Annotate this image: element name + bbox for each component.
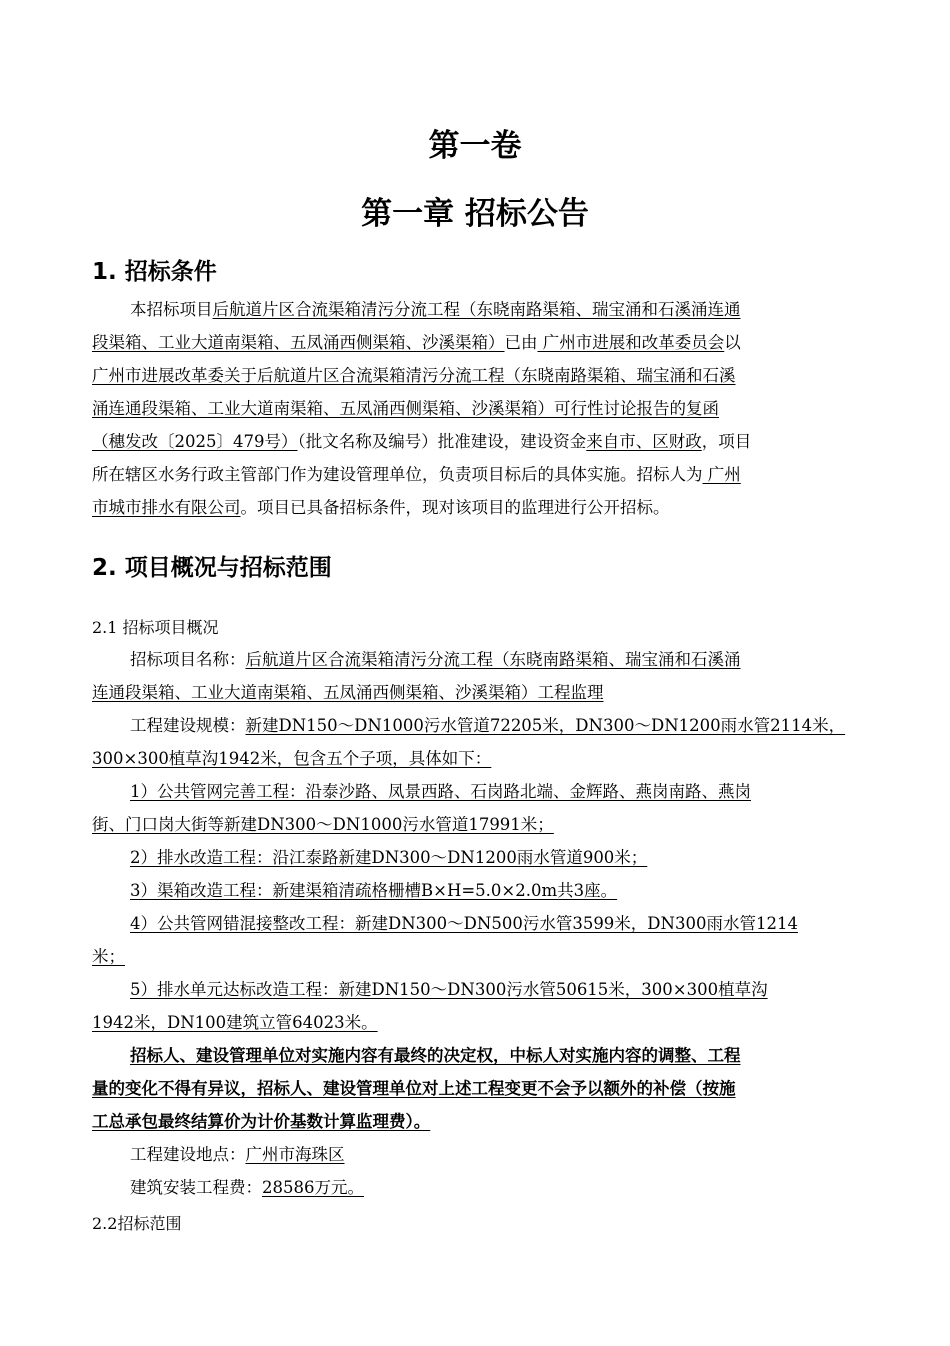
approval-number: （穗发改〔2025〕479号） <box>92 432 298 451</box>
text: 已由 <box>504 333 538 352</box>
section-1-heading: 1. 招标条件 <box>92 259 217 285</box>
bold-notice-line <box>130 1039 741 1072</box>
project-name: 连通段渠箱、工业大道南渠箱、五凤涌西侧渠箱、沙溪渠箱）工程监理 <box>92 683 604 702</box>
cost-value: 28586万元。 <box>262 1178 364 1197</box>
chapter-title: 第一章 招标公告 <box>361 196 589 232</box>
item-text: 2）排水改造工程：沿江泰路新建DN300～DN1200雨水管道900米； <box>130 848 648 867</box>
location-value: 广州市海珠区 <box>245 1145 345 1164</box>
paragraph-line <box>92 392 719 425</box>
notice-text: 招标人、建设管理单位对实施内容有最终的决定权，中标人对实施内容的调整、工程 <box>130 1046 741 1065</box>
item-text: 3）渠箱改造工程：新建渠箱清疏格栅槽B×H=5.0×2.0m共3座。 <box>130 881 618 900</box>
project-name: 后航道片区合流渠箱清污分流工程（东晓南路渠箱、瑞宝涌和石溪涌连通 <box>212 300 741 319</box>
bold-notice-line <box>92 1105 430 1138</box>
item-text: 5）排水单元达标改造工程：新建DN150～DN300污水管50615米，300×300植草沟 <box>130 980 768 999</box>
list-item <box>130 874 617 907</box>
project-name: 段渠箱、工业大道南渠箱、五凤涌西侧渠箱、沙溪渠箱） <box>92 333 505 352</box>
text: （批文名称及编号）批准建设，建设资金 <box>297 432 587 451</box>
list-item <box>130 973 768 1006</box>
list-item <box>130 907 798 940</box>
list-item <box>92 808 554 841</box>
project-name: 后航道片区合流渠箱清污分流工程（东晓南路渠箱、瑞宝涌和石溪涌 <box>245 650 741 669</box>
item-text: 1）公共管网完善工程：沿泰沙路、凤景西路、石岗路北端、金辉路、燕岗南路、燕岗 <box>130 782 751 801</box>
volume-title: 第一卷 <box>428 128 522 164</box>
construction-scale: 新建DN150～DN1000污水管道72205米，DN300～DN1200雨水管2114米， <box>245 716 846 735</box>
list-item <box>130 841 647 874</box>
item-text: 4）公共管网错混接整改工程：新建DN300～DN500污水管3599米，DN300雨水管1214 <box>130 914 798 933</box>
text: 本招标项目 <box>130 300 213 319</box>
approval-document: 广州市进展改革委关于后航道片区合流渠箱清污分流工程（东晓南路渠箱、瑞宝涌和石溪 <box>92 366 736 385</box>
paragraph-line <box>92 676 604 709</box>
notice-text: 量的变化不得有异议，招标人、建设管理单位对上述工程变更不会予以额外的补偿（按施 <box>92 1079 736 1098</box>
text: 。项目已具备招标条件，现对该项目的监理进行公开招标。 <box>240 498 670 517</box>
subsection-2-1-heading: 2.1 招标项目概况 <box>92 618 219 637</box>
tenderer-name: 市城市排水有限公司 <box>92 498 241 517</box>
construction-scale: 300×300植草沟1942米，包含五个子项，具体如下： <box>92 749 492 768</box>
approval-document: 涌连通段渠箱、工业大道南渠箱、五凤涌西侧渠箱、沙溪渠箱）可行性讨论报告的复函 <box>92 399 719 418</box>
text: 以 <box>724 333 741 352</box>
paragraph-line <box>92 491 670 524</box>
paragraph-line <box>92 742 491 775</box>
paragraph-line <box>92 458 741 491</box>
list-item <box>92 1006 378 1039</box>
approval-authority: 广州市进展和改革委员会 <box>537 333 725 352</box>
paragraph-line <box>130 293 741 326</box>
paragraph-line <box>130 709 845 742</box>
notice-text: 工总承包最终结算价为计价基数计算监理费）。 <box>92 1112 431 1131</box>
label: 工程建设地点： <box>130 1145 246 1164</box>
subsection-2-2-heading: 2.2招标范围 <box>92 1214 182 1233</box>
label: 招标项目名称： <box>130 650 246 669</box>
text: 所在辖区水务行政主管部门作为建设管理单位，负责项目标后的具体实施。招标人为 <box>92 465 703 484</box>
label: 建筑安装工程费： <box>130 1178 262 1197</box>
paragraph-line <box>92 359 736 392</box>
paragraph-line <box>130 1171 364 1204</box>
item-text: 街、门口岗大街等新建DN300～DN1000污水管道17991米； <box>92 815 554 834</box>
paragraph-line <box>92 326 741 359</box>
item-text: 1942米，DN100建筑立管64023米。 <box>92 1013 378 1032</box>
item-text: 米； <box>92 947 125 966</box>
list-item <box>92 940 125 973</box>
section-2-heading: 2. 项目概况与招标范围 <box>92 555 332 581</box>
label: 工程建设规模： <box>130 716 246 735</box>
paragraph-line <box>130 643 741 676</box>
paragraph-line <box>92 425 751 458</box>
list-item <box>130 775 751 808</box>
funding-source: 来自市、区财政 <box>586 432 702 451</box>
bold-notice-line <box>92 1072 736 1105</box>
tenderer-name: 广州 <box>702 465 741 484</box>
paragraph-line <box>130 1138 345 1171</box>
text: ，项目 <box>701 432 752 451</box>
